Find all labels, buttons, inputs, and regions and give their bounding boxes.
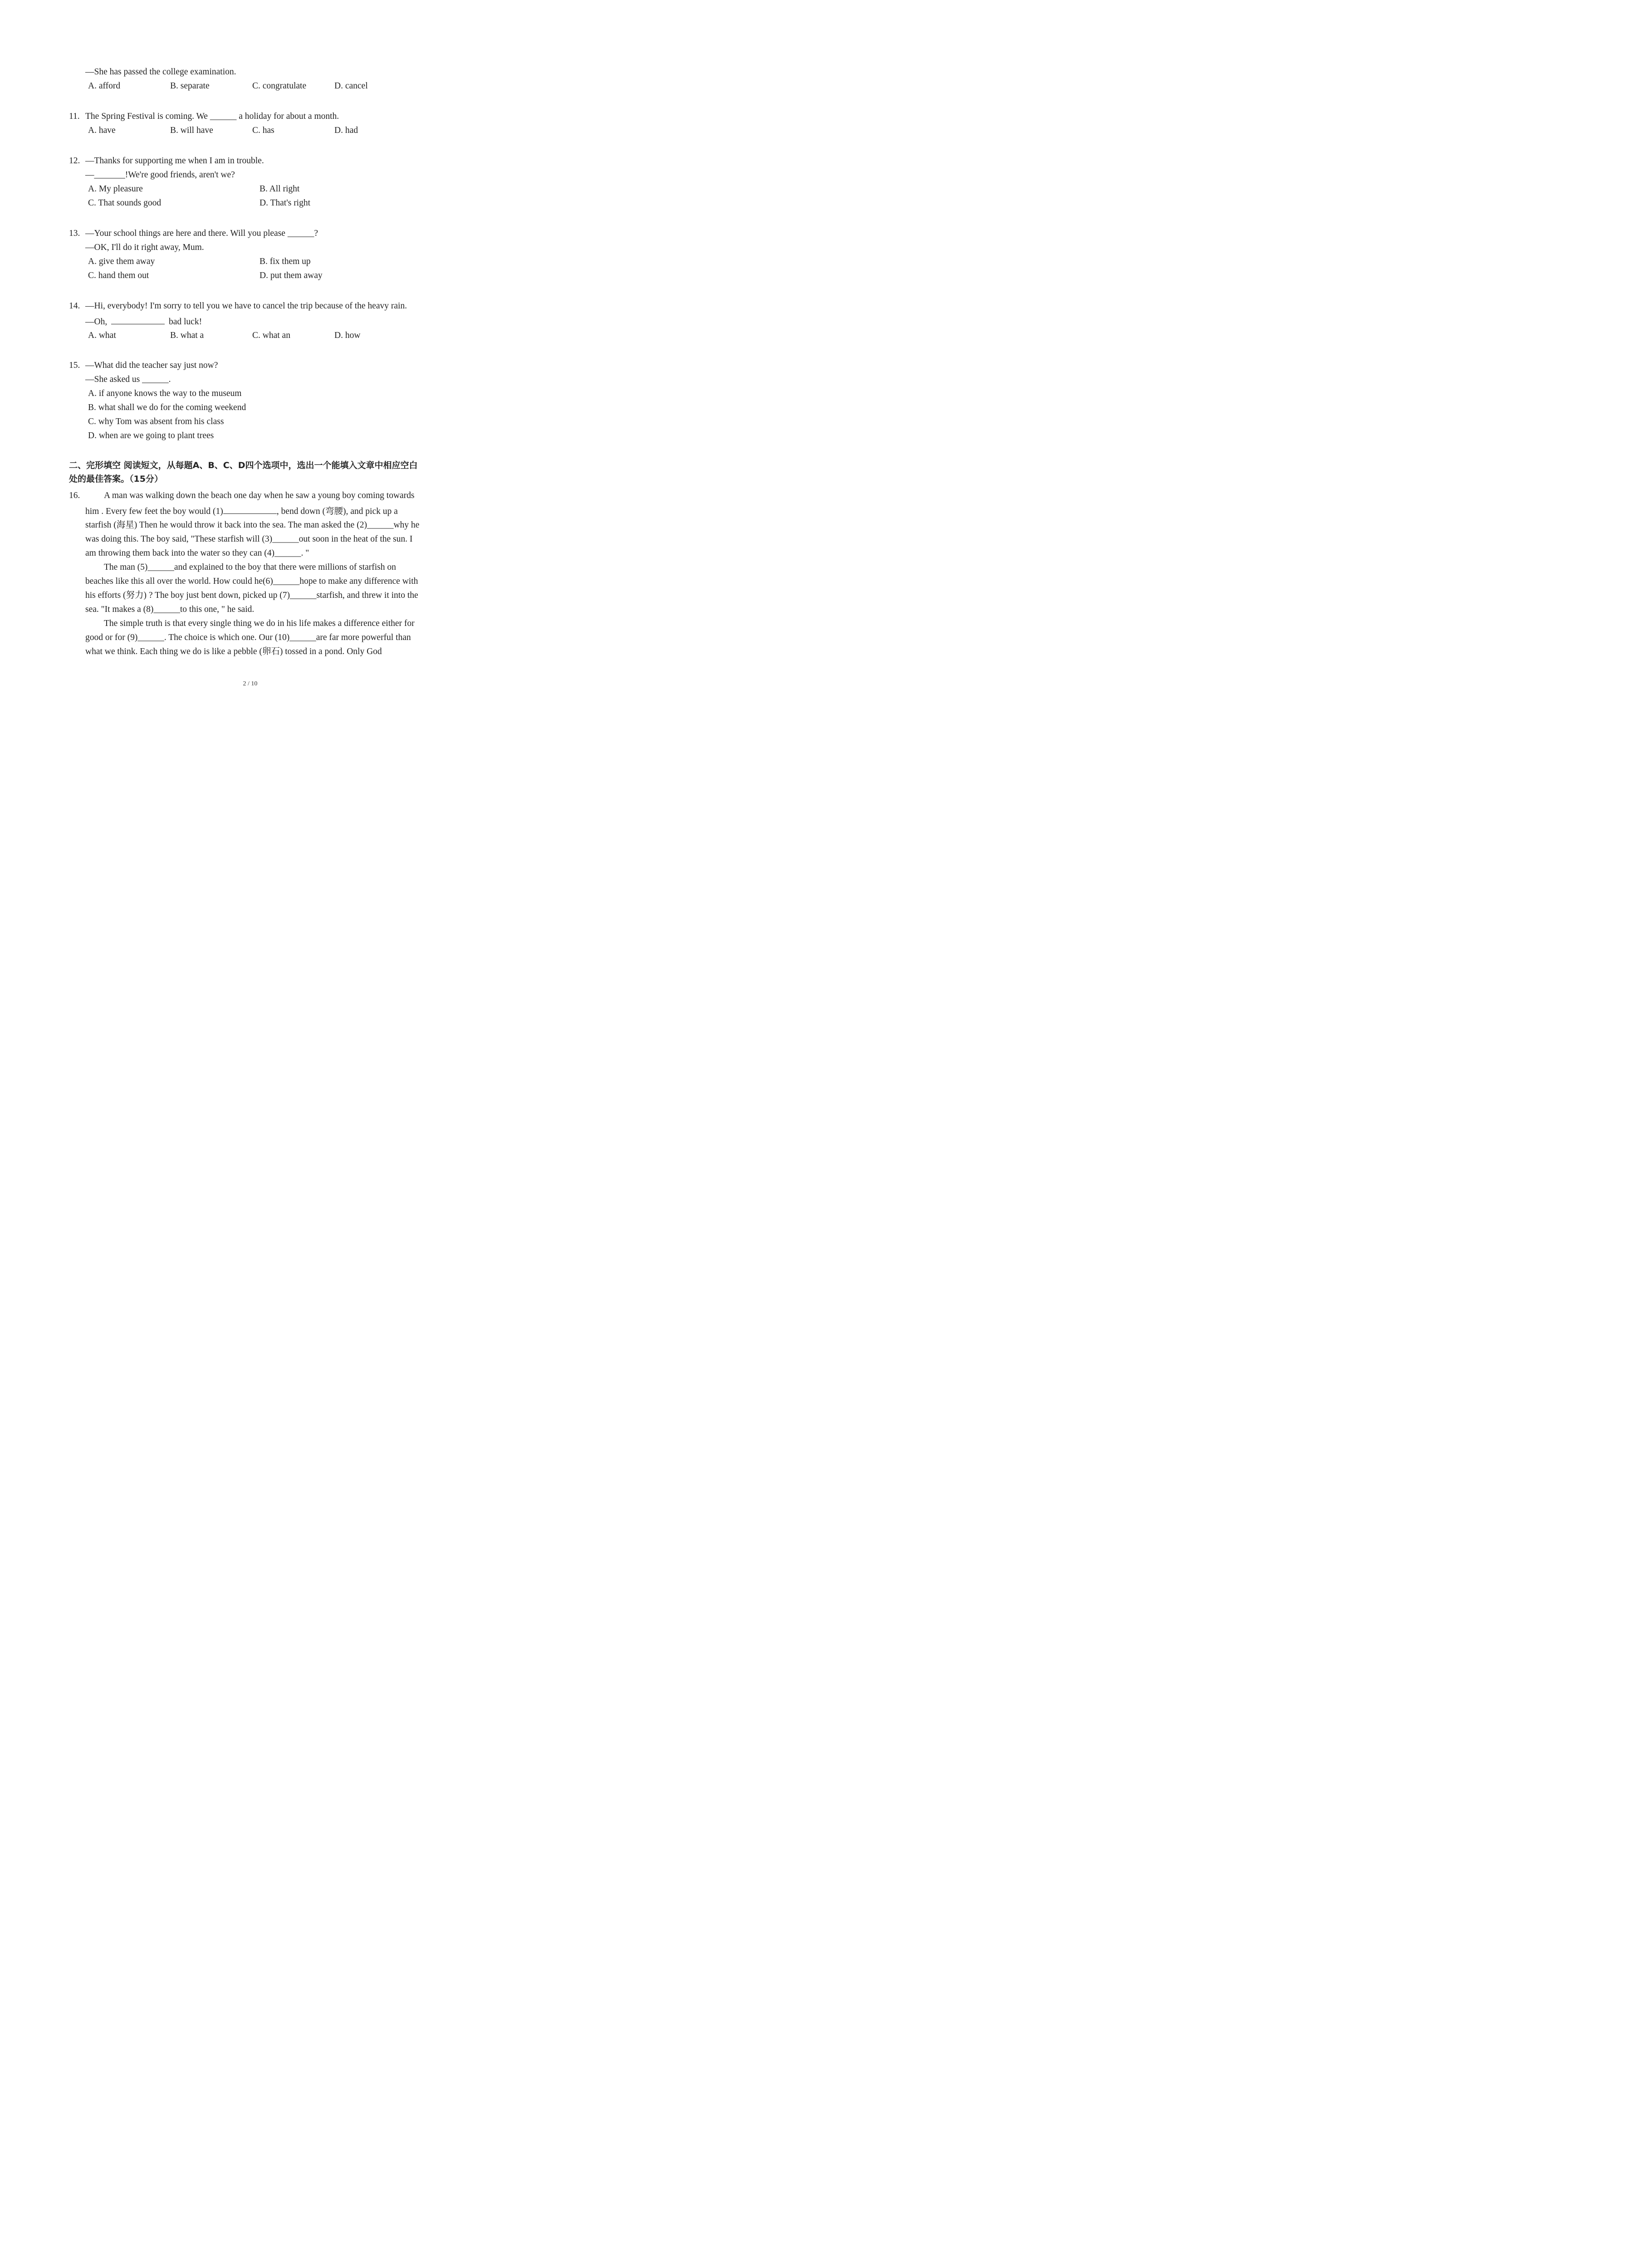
q11-option-b: B. will have xyxy=(170,126,213,135)
q14-option-d: D. how xyxy=(334,331,361,340)
q10-option-b: B. separate xyxy=(170,81,210,91)
q13-option-b: B. fix them up xyxy=(260,257,311,266)
q11-option-d: D. had xyxy=(334,126,358,135)
q14-option-b: B. what a xyxy=(170,331,204,340)
passage-line: The man (5)______and explained to the boy that there were millions of starfish on xyxy=(104,562,396,572)
passage-line: am throwing them back into the water so they can (4)______. " xyxy=(85,548,309,558)
q15-line1: —What did the teacher say just now? xyxy=(85,361,218,370)
passage-line: The simple truth is that every single thing we do in his life makes a difference either for xyxy=(104,619,415,628)
q10-option-a: A. afford xyxy=(88,81,121,91)
passage-line: beaches like this all over the world. How could he(6)______hope to make any difference with xyxy=(85,577,418,586)
q10-option-d: D. cancel xyxy=(334,81,368,91)
q13-option-a: A. give them away xyxy=(88,257,155,266)
q12-line1: —Thanks for supporting me when I am in trouble. xyxy=(85,156,264,166)
q14-blank xyxy=(111,316,165,324)
q12-option-d: D. That's right xyxy=(260,198,311,208)
q14-option-a: A. what xyxy=(88,331,116,340)
passage-line: was doing this. The boy said, "These starfish will (3)______out soon in the heat of the sun. I xyxy=(85,534,413,544)
passage-line: good or for (9)______. The choice is which one. Our (10)______are far more powerful than xyxy=(85,633,411,642)
q12-line2: —_______!We're good friends, aren't we? xyxy=(85,170,235,180)
q14-line2 xyxy=(85,316,202,328)
section-heading-line1: 二、完形填空 阅读短文，从每题A、B、C、D四个选项中，选出一个能填入文章中相应空白 xyxy=(69,460,418,470)
q15-line2: —She asked us ______. xyxy=(85,375,171,384)
q14-option-c: C. what an xyxy=(252,331,290,340)
q15-option-b: B. what shall we do for the coming weekend xyxy=(88,403,246,412)
q12-number: 12. xyxy=(69,156,80,166)
q10-option-c: C. congratulate xyxy=(252,81,307,91)
passage-line: what we think. Each thing we do is like a pebble (卵石) tossed in a pond. Only God xyxy=(85,647,382,656)
q13-line2: —OK, I'll do it right away, Mum. xyxy=(85,243,204,252)
q15-option-d: D. when are we going to plant trees xyxy=(88,431,214,440)
passage-line: starfish (海星) Then he would throw it back into the sea. The man asked the (2)______why he xyxy=(85,520,420,530)
passage-text: him . Every few feet the boy would (1) xyxy=(85,507,223,516)
passage-line: sea. "It makes a (8)______to this one, " he said. xyxy=(85,605,255,614)
section-heading-line2: 处的最佳答案。（15分） xyxy=(69,474,163,484)
q12-option-c: C. That sounds good xyxy=(88,198,162,208)
q14-line2-before: —Oh, xyxy=(85,317,108,327)
q11-option-c: C. has xyxy=(252,126,274,135)
q12-option-a: A. My pleasure xyxy=(88,184,143,194)
q14-line1: —Hi, everybody! I'm sorry to tell you we have to cancel the trip because of the heavy rain. xyxy=(85,301,407,311)
q15-number: 15. xyxy=(69,361,80,370)
passage-line: his efforts (努力) ? The boy just bent down, picked up (7)______starfish, and threw it into the xyxy=(85,591,418,600)
passage-text: , bend down (弯腰), and pick up a xyxy=(276,507,398,516)
q15-option-c: C. why Tom was absent from his class xyxy=(88,417,224,426)
q14-number: 14. xyxy=(69,301,80,311)
q13-line1: —Your school things are here and there. Will you please ______? xyxy=(85,229,318,238)
q11-option-a: A. have xyxy=(88,126,116,135)
passage-blank-1 xyxy=(223,505,277,514)
q13-number: 13. xyxy=(69,229,80,238)
q11-stem: The Spring Festival is coming. We ______ a holiday for about a month. xyxy=(85,112,339,121)
q11-number: 11. xyxy=(69,112,80,121)
q13-option-d: D. put them away xyxy=(260,271,323,280)
q10-answer-line: —She has passed the college examination. xyxy=(85,67,236,77)
q16-number: 16. xyxy=(69,491,80,500)
q12-option-b: B. All right xyxy=(260,184,300,194)
passage-line: A man was walking down the beach one day when he saw a young boy coming towards xyxy=(104,491,415,500)
q15-option-a: A. if anyone knows the way to the museum xyxy=(88,389,242,398)
q13-option-c: C. hand them out xyxy=(88,271,149,280)
page-number: 2 / 10 xyxy=(243,680,258,687)
passage-line xyxy=(85,505,398,518)
q14-line2-after: bad luck! xyxy=(168,317,202,327)
